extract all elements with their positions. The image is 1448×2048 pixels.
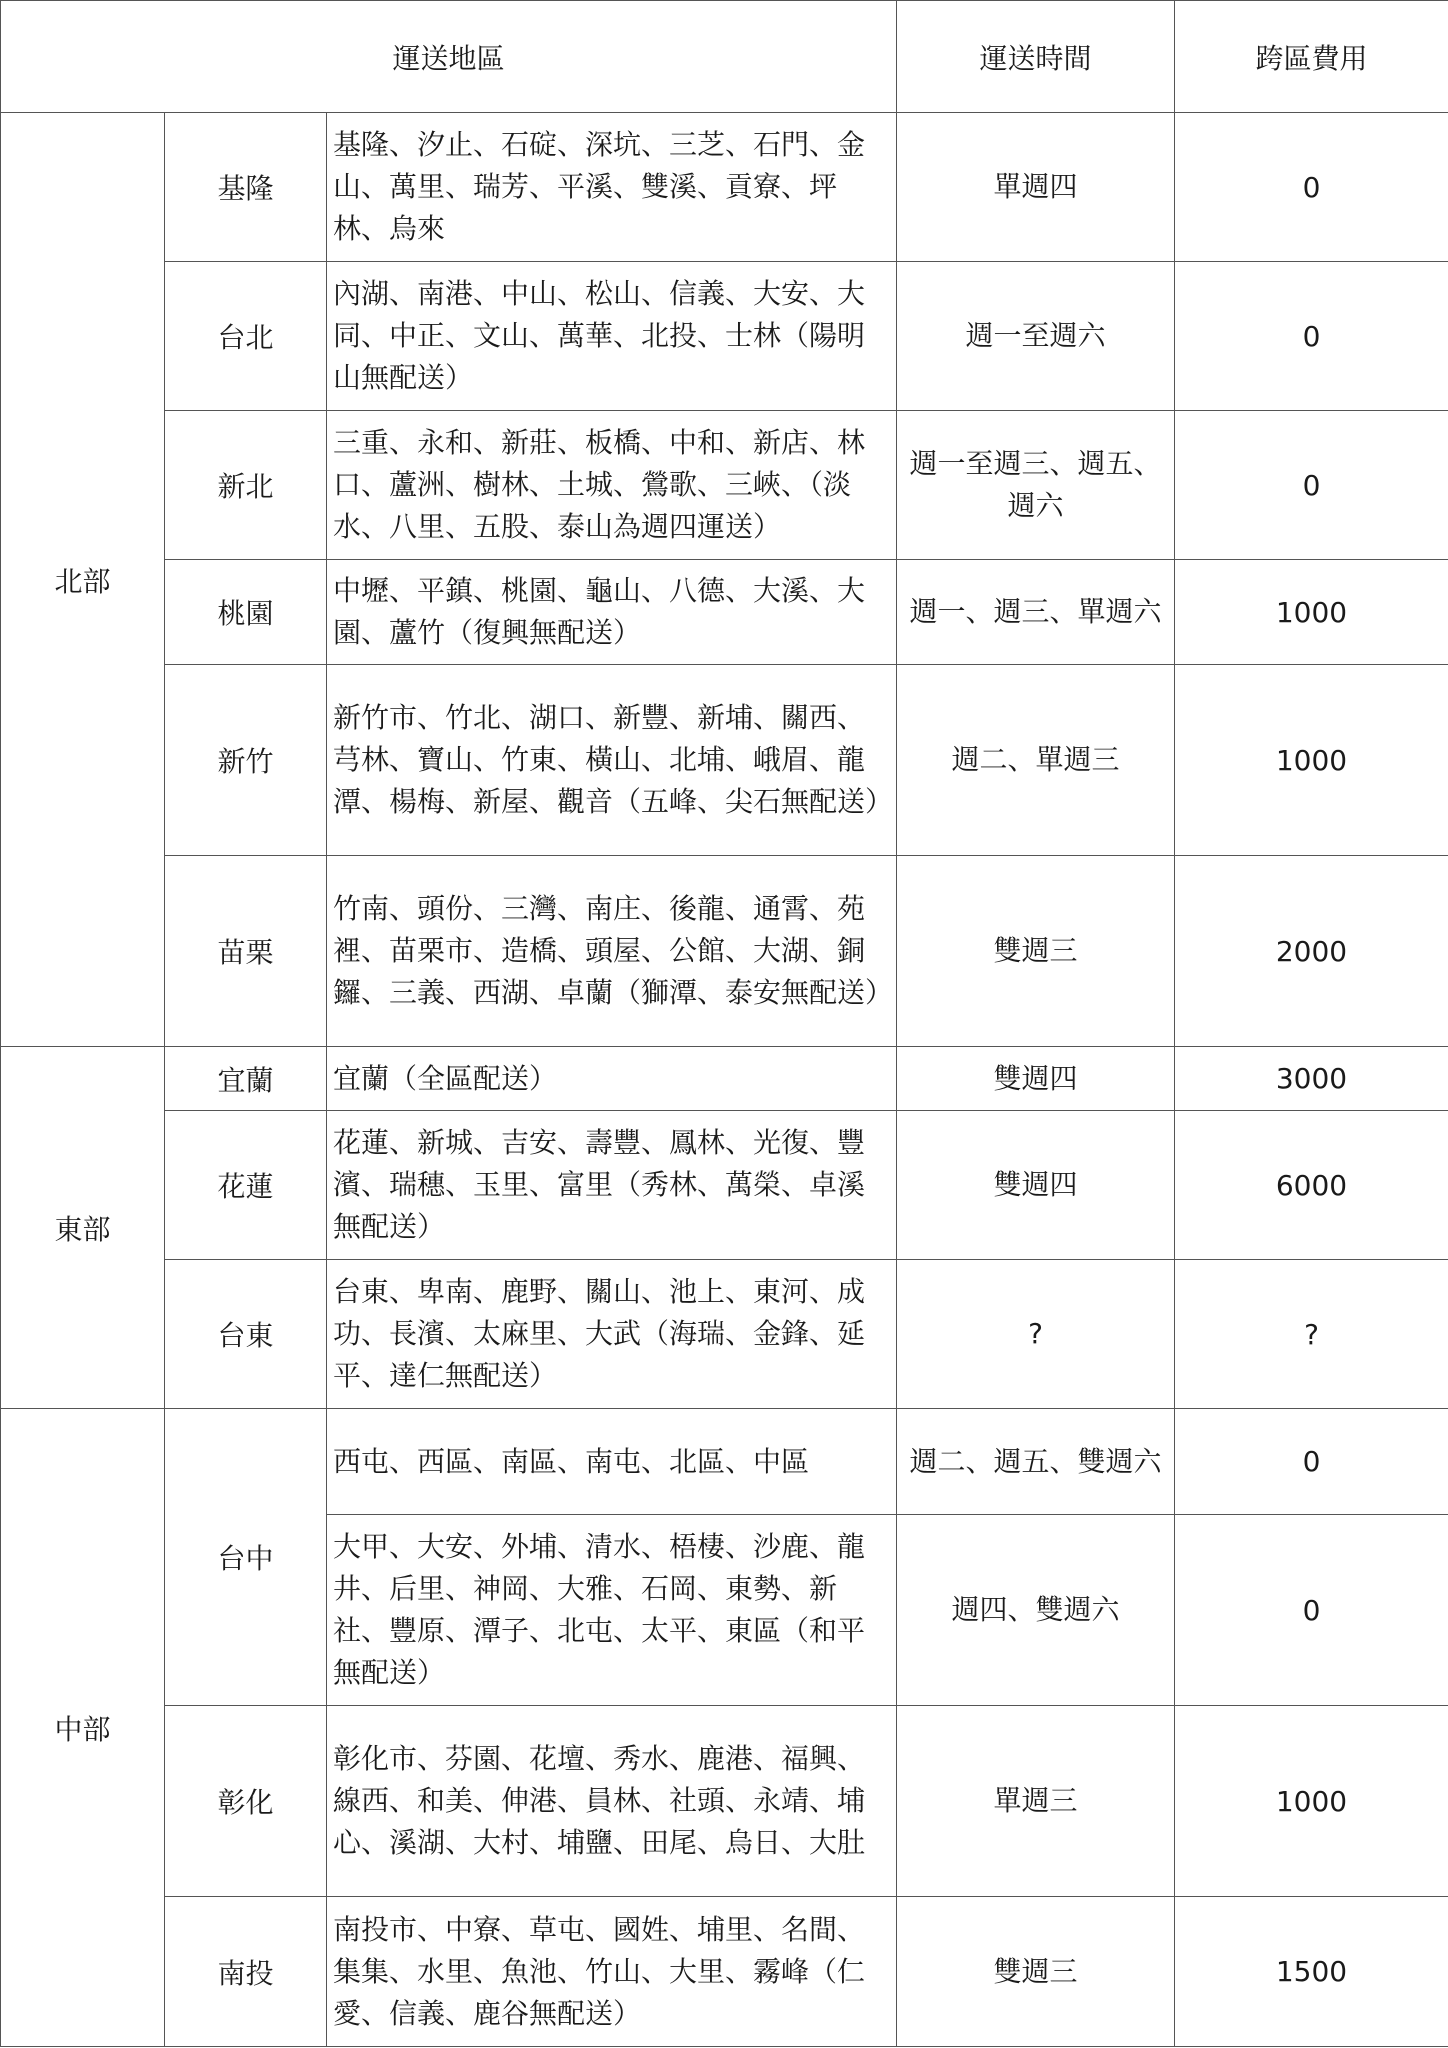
table-row (1, 560, 1448, 665)
table-row (1, 411, 1448, 560)
header-fee: 跨區費用 (1175, 1, 1448, 113)
region-cell: 中部 (1, 1409, 165, 2047)
time-cell: 單週三 (897, 1706, 1175, 1897)
city-cell: 新北 (165, 411, 327, 560)
table-row (1, 1409, 1448, 1515)
time-cell: 週一至週三、週五、週六 (897, 411, 1175, 560)
fee-cell: 1500 (1175, 1897, 1448, 2047)
city-cell: 桃園 (165, 560, 327, 665)
table-row (1, 1047, 1448, 1111)
fee-cell: 0 (1175, 1409, 1448, 1515)
areas-cell: 基隆、汐止、石碇、深坑、三芝、石門、金山、萬里、瑞芳、平溪、雙溪、貢寮、坪林、烏來 (327, 113, 897, 262)
fee-cell: 1000 (1175, 560, 1448, 665)
time-cell: 雙週四 (897, 1111, 1175, 1260)
table-row (1, 1260, 1448, 1409)
time-cell: 雙週四 (897, 1047, 1175, 1111)
header-area: 運送地區 (1, 1, 897, 113)
time-cell: 單週四 (897, 113, 1175, 262)
fee-cell: 1000 (1175, 1706, 1448, 1897)
areas-cell: 中壢、平鎮、桃園、龜山、八德、大溪、大園、蘆竹（復興無配送） (327, 560, 897, 665)
fee-cell: 0 (1175, 262, 1448, 411)
areas-cell: 彰化市、芬園、花壇、秀水、鹿港、福興、線西、和美、伸港、員林、社頭、永靖、埔心、溪湖、大村、埔鹽、田尾、烏日、大肚 (327, 1706, 897, 1897)
time-cell: 雙週三 (897, 1897, 1175, 2047)
fee-cell: 0 (1175, 1515, 1448, 1706)
city-cell: 南投 (165, 1897, 327, 2047)
city-cell: 彰化 (165, 1706, 327, 1897)
header-time: 運送時間 (897, 1, 1175, 113)
areas-cell: 竹南、頭份、三灣、南庄、後龍、通霄、苑裡、苗栗市、造橋、頭屋、公館、大湖、銅鑼、三義、西湖、卓蘭（獅潭、泰安無配送） (327, 856, 897, 1047)
region-cell: 東部 (1, 1047, 165, 1409)
areas-cell: 內湖、南港、中山、松山、信義、大安、大同、中正、文山、萬華、北投、士林（陽明山無配送） (327, 262, 897, 411)
fee-cell: 2000 (1175, 856, 1448, 1047)
fee-cell: 1000 (1175, 665, 1448, 856)
table-row (1, 856, 1448, 1047)
table-row (1, 262, 1448, 411)
table-row (1, 1897, 1448, 2047)
fee-cell: 3000 (1175, 1047, 1448, 1111)
time-cell: 雙週三 (897, 856, 1175, 1047)
areas-cell: 花蓮、新城、吉安、壽豐、鳳林、光復、豐濱、瑞穗、玉里、富里（秀林、萬榮、卓溪無配送） (327, 1111, 897, 1260)
fee-cell: 6000 (1175, 1111, 1448, 1260)
time-cell: ? (897, 1260, 1175, 1409)
areas-cell: 台東、卑南、鹿野、關山、池上、東河、成功、長濱、太麻里、大武（海瑞、金鋒、延平、達仁無配送） (327, 1260, 897, 1409)
time-cell: 週二、週五、雙週六 (897, 1409, 1175, 1515)
areas-cell: 新竹市、竹北、湖口、新豐、新埔、關西、芎林、寶山、竹東、橫山、北埔、峨眉、龍潭、楊梅、新屋、觀音（五峰、尖石無配送） (327, 665, 897, 856)
city-cell: 花蓮 (165, 1111, 327, 1260)
areas-cell: 宜蘭（全區配送） (327, 1047, 897, 1111)
region-cell: 北部 (1, 113, 165, 1047)
time-cell: 週一、週三、單週六 (897, 560, 1175, 665)
table-row (1, 1111, 1448, 1260)
city-cell: 宜蘭 (165, 1047, 327, 1111)
fee-cell: 0 (1175, 411, 1448, 560)
time-cell: 週四、雙週六 (897, 1515, 1175, 1706)
header-row (1, 1, 1448, 113)
time-cell: 週一至週六 (897, 262, 1175, 411)
fee-cell: ? (1175, 1260, 1448, 1409)
city-cell: 台北 (165, 262, 327, 411)
time-cell: 週二、單週三 (897, 665, 1175, 856)
city-cell: 苗栗 (165, 856, 327, 1047)
city-cell: 台中 (165, 1409, 327, 1706)
city-cell: 新竹 (165, 665, 327, 856)
table-row (1, 113, 1448, 262)
table-row (1, 665, 1448, 856)
areas-cell: 大甲、大安、外埔、清水、梧棲、沙鹿、龍井、后里、神岡、大雅、石岡、東勢、新社、豐原、潭子、北屯、太平、東區（和平無配送） (327, 1515, 897, 1706)
areas-cell: 三重、永和、新莊、板橋、中和、新店、林口、蘆洲、樹林、土城、鶯歌、三峽、（淡水、八里、五股、泰山為週四運送） (327, 411, 897, 560)
fee-cell: 0 (1175, 113, 1448, 262)
city-cell: 台東 (165, 1260, 327, 1409)
city-cell: 基隆 (165, 113, 327, 262)
areas-cell: 西屯、西區、南區、南屯、北區、中區 (327, 1409, 897, 1515)
table-row (1, 1706, 1448, 1897)
areas-cell: 南投市、中寮、草屯、國姓、埔里、名間、集集、水里、魚池、竹山、大里、霧峰（仁愛、信義、鹿谷無配送） (327, 1897, 897, 2047)
